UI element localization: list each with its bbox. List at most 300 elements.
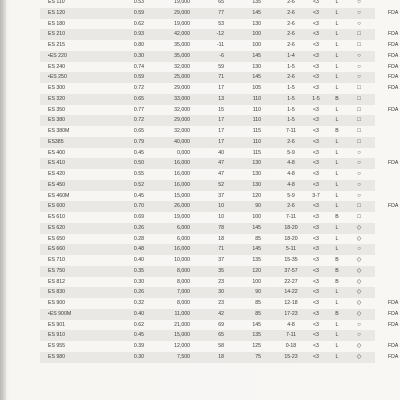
value-c-cell: 71 xyxy=(218,74,224,81)
value-c-cell: 47 xyxy=(218,160,224,167)
value-a-cell: 0.52 xyxy=(133,181,144,188)
value-b-cell: 0,000 xyxy=(177,149,190,156)
table-row xyxy=(40,298,399,309)
fda-cell: FDA xyxy=(388,310,399,317)
value-c-cell: 17 xyxy=(218,117,224,124)
value-d-cell: 110 xyxy=(252,117,261,124)
value-d-cell: 85 xyxy=(255,310,261,317)
value-d-cell: 85 xyxy=(255,235,261,242)
symbol-cell: ○ xyxy=(357,171,361,177)
value-b-cell: 8,000 xyxy=(177,300,190,306)
value-a-cell: 0.62 xyxy=(133,20,144,27)
grade-name-cell: ES 660 xyxy=(48,246,66,253)
grade-name-cell: ES 450 xyxy=(48,181,66,188)
code-g-cell: L xyxy=(335,224,339,231)
value-b-cell: 29,000 xyxy=(174,9,190,16)
symbol-cell: □ xyxy=(357,203,361,210)
grade-name-cell: ES385 xyxy=(48,138,64,145)
table-row xyxy=(40,19,375,30)
range-f-cell: <3 xyxy=(313,149,319,156)
code-g-cell: B xyxy=(335,214,339,220)
fda-cell: FDA xyxy=(388,353,399,360)
table-row xyxy=(40,51,399,62)
value-b-cell: 29,000 xyxy=(174,117,190,124)
value-b-cell: 29,000 xyxy=(174,85,190,91)
range-f-cell: <3 xyxy=(313,160,319,167)
table-row xyxy=(40,126,375,137)
value-a-cell: 0.35 xyxy=(133,267,144,274)
value-c-cell: 30 xyxy=(218,289,224,296)
value-a-cell: 0.55 xyxy=(133,171,144,177)
value-b-cell: 10,000 xyxy=(174,257,190,263)
range-e-cell: 2-6 xyxy=(287,9,295,16)
table-row xyxy=(40,40,399,51)
grade-name-cell: ES 901 xyxy=(48,321,66,328)
value-d-cell: 90 xyxy=(255,289,261,296)
value-b-cell: 26,000 xyxy=(174,203,190,210)
table-row xyxy=(40,72,399,83)
table-row xyxy=(40,277,375,288)
table-row xyxy=(40,83,399,94)
range-f-cell: <3 xyxy=(313,267,319,274)
value-d-cell: 125 xyxy=(252,343,261,349)
value-d-cell: 135 xyxy=(252,257,261,263)
table-row xyxy=(40,94,375,105)
value-b-cell: 32,000 xyxy=(174,128,190,134)
range-e-cell: 1-5 xyxy=(287,63,295,70)
range-e-cell: 7-11 xyxy=(286,128,296,134)
table-row xyxy=(40,244,375,255)
range-f-cell: <3 xyxy=(313,246,319,253)
value-b-cell: 16,000 xyxy=(174,181,190,188)
code-g-cell: L xyxy=(335,9,339,16)
code-g-cell: L xyxy=(335,85,339,91)
grade-name-cell: ES 710 xyxy=(48,257,66,263)
symbol-cell: ○ xyxy=(357,192,361,199)
range-e-cell: 2-6 xyxy=(287,74,295,81)
value-b-cell: 6,000 xyxy=(177,224,190,231)
table-row xyxy=(40,212,375,223)
grade-name-cell: ES 980 xyxy=(48,353,66,360)
value-c-cell: 65 xyxy=(218,0,224,5)
range-f-cell: <3 xyxy=(313,289,319,296)
range-f-cell: <3 xyxy=(313,235,319,242)
value-d-cell: 120 xyxy=(252,192,261,199)
table-row xyxy=(40,287,375,298)
grade-name-cell: ES 180 xyxy=(48,20,66,27)
value-a-cell: 0.45 xyxy=(133,192,144,199)
table-row xyxy=(40,169,375,180)
symbol-cell: ○ xyxy=(357,9,361,16)
grade-name-cell: ES 460M xyxy=(48,192,70,199)
value-d-cell: 145 xyxy=(252,246,261,253)
value-d-cell: 130 xyxy=(252,63,261,70)
grade-name-cell: ES 910 xyxy=(48,332,66,339)
grade-name-cell: ES 380 xyxy=(48,117,66,124)
value-d-cell: 135 xyxy=(252,332,261,339)
range-f-cell: <3 xyxy=(313,171,319,177)
value-c-cell: 35 xyxy=(218,267,224,274)
value-b-cell: 15,000 xyxy=(174,192,190,199)
value-c-cell: -11 xyxy=(216,42,224,48)
symbol-cell: ○ xyxy=(357,181,361,188)
page-spine-shadow xyxy=(0,0,6,400)
value-a-cell: 0.50 xyxy=(133,160,144,167)
symbol-cell: ◇ xyxy=(356,257,362,263)
table-row xyxy=(40,234,375,245)
grade-name-cell: ES 750 xyxy=(48,267,66,274)
table-row xyxy=(40,320,399,331)
value-a-cell: 0.74 xyxy=(133,63,144,70)
grade-name-cell: ES 830 xyxy=(48,289,66,296)
value-c-cell: 23 xyxy=(218,300,224,306)
range-f-cell: <3 xyxy=(313,203,319,210)
range-f-cell: <3 xyxy=(313,181,319,188)
range-e-cell: 5-11 xyxy=(286,246,296,253)
fda-cell: FDA xyxy=(388,31,399,38)
symbol-cell: □ xyxy=(357,128,361,134)
range-e-cell: 4-8 xyxy=(287,160,295,167)
fda-cell: FDA xyxy=(388,52,399,59)
range-e-cell: 14-22 xyxy=(284,289,298,296)
value-c-cell: 47 xyxy=(218,171,224,177)
value-d-cell: 135 xyxy=(252,0,261,5)
value-d-cell: 85 xyxy=(255,300,261,306)
code-g-cell: L xyxy=(335,52,339,59)
value-c-cell: 59 xyxy=(218,63,224,70)
value-a-cell: 0.70 xyxy=(133,203,144,210)
value-a-cell: 0.69 xyxy=(133,214,144,220)
code-g-cell: L xyxy=(335,192,339,199)
code-g-cell: L xyxy=(335,300,339,306)
code-g-cell: L xyxy=(335,149,339,156)
grade-name-cell: ES 240 xyxy=(48,63,66,70)
value-a-cell: 0.62 xyxy=(133,321,144,328)
range-f-cell: <3 xyxy=(313,42,319,48)
range-f-cell: <3 xyxy=(313,85,319,91)
value-b-cell: 21,000 xyxy=(174,321,190,328)
symbol-cell: ◇ xyxy=(356,224,362,231)
code-g-cell: L xyxy=(335,74,339,81)
value-c-cell: 40 xyxy=(218,149,224,156)
code-g-cell: L xyxy=(335,332,339,339)
value-c-cell: 65 xyxy=(218,332,224,339)
value-a-cell: 0.79 xyxy=(133,138,144,145)
code-g-cell: L xyxy=(335,138,339,145)
code-g-cell: L xyxy=(335,117,339,124)
value-a-cell: 0.80 xyxy=(133,42,144,48)
grade-name-cell: ES 380M xyxy=(48,128,70,134)
code-g-cell: L xyxy=(335,343,339,349)
fda-cell: FDA xyxy=(388,343,399,349)
value-c-cell: 18 xyxy=(218,353,224,360)
table-row xyxy=(40,148,375,159)
code-g-cell: L xyxy=(335,235,339,242)
code-g-cell: L xyxy=(335,289,339,296)
grade-name-cell: ES 650 xyxy=(48,235,66,242)
value-d-cell: 130 xyxy=(252,171,261,177)
range-f-cell: <3 xyxy=(313,332,319,339)
range-e-cell: 18-20 xyxy=(284,224,298,231)
value-a-cell: 0.40 xyxy=(133,257,144,263)
value-d-cell: 100 xyxy=(252,214,261,220)
symbol-cell: ○ xyxy=(357,160,361,167)
value-a-cell: 0.40 xyxy=(133,310,144,317)
grade-name-cell: ES 955 xyxy=(48,343,66,349)
grade-name-cell: ES 420 xyxy=(48,171,66,177)
value-a-cell: 0.59 xyxy=(133,9,144,16)
table-row xyxy=(40,309,399,320)
value-d-cell: 110 xyxy=(252,106,261,113)
value-b-cell: 32,000 xyxy=(174,106,190,113)
fda-cell: FDA xyxy=(388,42,399,48)
symbol-cell: ○ xyxy=(357,0,361,5)
range-e-cell: 4-8 xyxy=(287,171,295,177)
value-b-cell: 7,000 xyxy=(177,289,190,296)
value-d-cell: 100 xyxy=(252,278,261,285)
range-f-cell: <3 xyxy=(313,63,319,70)
value-c-cell: 17 xyxy=(218,138,224,145)
value-b-cell: 40,000 xyxy=(174,138,190,145)
value-a-cell: 0.72 xyxy=(133,85,144,91)
symbol-cell: □ xyxy=(357,117,361,124)
value-d-cell: 145 xyxy=(252,9,261,16)
symbol-cell: ◇ xyxy=(356,300,362,306)
table-row xyxy=(40,330,375,341)
value-a-cell: 0.26 xyxy=(133,224,144,231)
table-row xyxy=(40,341,399,352)
value-b-cell: 8,000 xyxy=(177,267,190,274)
value-c-cell: 18 xyxy=(218,235,224,242)
range-f-cell: <3 xyxy=(313,224,319,231)
code-g-cell: B xyxy=(335,267,339,274)
range-f-cell: <3 xyxy=(313,74,319,81)
fda-cell: FDA xyxy=(388,74,399,81)
value-a-cell: 0.65 xyxy=(133,128,144,134)
value-a-cell: 0.32 xyxy=(133,300,144,306)
value-d-cell: 110 xyxy=(252,95,261,102)
value-d-cell: 130 xyxy=(252,181,261,188)
range-e-cell: 1-5 xyxy=(287,106,295,113)
code-g-cell: L xyxy=(335,63,339,70)
range-f-cell: <3 xyxy=(313,9,319,16)
value-c-cell: 23 xyxy=(218,278,224,285)
grade-name-cell: ES 350 xyxy=(48,106,66,113)
range-f-cell: <3 xyxy=(313,117,319,124)
range-e-cell: 4-8 xyxy=(287,321,295,328)
symbol-cell: ◇ xyxy=(356,343,362,349)
code-g-cell: L xyxy=(335,0,339,5)
value-d-cell: 145 xyxy=(252,224,261,231)
symbol-cell: ○ xyxy=(357,52,361,59)
value-d-cell: 105 xyxy=(252,85,261,91)
table-row xyxy=(40,266,375,277)
range-e-cell: 18-20 xyxy=(284,235,298,242)
value-d-cell: 130 xyxy=(252,20,261,27)
range-f-cell: <3 xyxy=(313,278,319,285)
value-b-cell: 6,000 xyxy=(177,235,190,242)
code-g-cell: B xyxy=(335,278,339,285)
range-f-cell: <3 xyxy=(313,300,319,306)
fda-cell: FDA xyxy=(388,106,399,113)
symbol-cell: ○ xyxy=(357,63,361,70)
value-b-cell: 19,000 xyxy=(174,20,190,27)
value-b-cell: 16,000 xyxy=(174,160,190,167)
table-row xyxy=(40,352,399,363)
table-row xyxy=(40,8,399,19)
symbol-cell: ○ xyxy=(357,20,361,27)
table-row xyxy=(40,115,375,126)
value-a-cell: 0.53 xyxy=(133,0,144,5)
table-row xyxy=(40,201,399,212)
grade-name-cell: ES 120 xyxy=(48,9,66,16)
range-f-cell: <3 xyxy=(313,20,319,27)
symbol-cell: ○ xyxy=(357,149,361,156)
symbol-cell: □ xyxy=(357,214,361,220)
value-c-cell: 58 xyxy=(218,343,224,349)
table-row xyxy=(40,180,375,191)
code-g-cell: L xyxy=(335,20,339,27)
value-d-cell: 75 xyxy=(255,353,261,360)
value-c-cell: 52 xyxy=(218,181,224,188)
value-a-cell: 0.28 xyxy=(133,235,144,242)
value-b-cell: 11,000 xyxy=(174,310,190,317)
value-b-cell: 32,000 xyxy=(174,63,190,70)
range-e-cell: 2-6 xyxy=(287,20,295,27)
code-g-cell: L xyxy=(335,31,339,38)
grade-name-cell: ES 215 xyxy=(48,42,66,48)
value-b-cell: 19,000 xyxy=(174,0,190,5)
product-spec-table xyxy=(40,0,399,363)
code-g-cell: B xyxy=(335,310,339,317)
grade-name-cell: ES 620 xyxy=(48,224,66,231)
range-e-cell: 22-27 xyxy=(284,278,298,285)
table-row xyxy=(40,29,399,40)
range-e-cell: 37-57 xyxy=(284,267,298,274)
value-b-cell: 16,000 xyxy=(174,246,190,253)
range-f-cell: <3 xyxy=(313,52,319,59)
value-d-cell: 145 xyxy=(252,52,261,59)
code-g-cell: L xyxy=(335,181,339,188)
code-g-cell: L xyxy=(335,353,339,360)
table-row xyxy=(40,223,375,234)
range-f-cell: <3 xyxy=(313,310,319,317)
range-e-cell: 1-4 xyxy=(287,52,295,59)
grade-name-cell: •ES 250 xyxy=(48,74,67,81)
value-c-cell: 37 xyxy=(218,257,224,263)
value-b-cell: 16,000 xyxy=(174,171,190,177)
value-c-cell: 37 xyxy=(218,192,224,199)
range-f-cell: <3 xyxy=(313,343,319,349)
code-g-cell: L xyxy=(335,321,339,328)
value-d-cell: 145 xyxy=(252,321,261,328)
symbol-cell: ◇ xyxy=(356,267,362,274)
grade-name-cell: ES 900 xyxy=(48,300,66,306)
range-e-cell: 0-18 xyxy=(285,343,297,349)
value-d-cell: 145 xyxy=(252,74,261,81)
code-g-cell: L xyxy=(335,171,339,177)
value-c-cell: 78 xyxy=(218,224,224,231)
value-c-cell: 10 xyxy=(218,214,224,220)
value-d-cell: 115 xyxy=(252,149,261,156)
value-a-cell: 0.77 xyxy=(133,106,144,113)
range-f-cell: <3 xyxy=(313,138,319,145)
table-row xyxy=(40,191,375,202)
range-e-cell: 7-11 xyxy=(286,332,296,339)
value-b-cell: 25,000 xyxy=(174,74,190,81)
range-f-cell: <3 xyxy=(313,353,319,360)
value-c-cell: 71 xyxy=(218,246,224,253)
range-e-cell: 2-6 xyxy=(287,138,295,145)
value-c-cell: -6 xyxy=(219,52,224,59)
range-e-cell: 5-9 xyxy=(287,149,295,156)
range-e-cell: 15-23 xyxy=(284,353,298,360)
range-f-cell: <3 xyxy=(313,214,319,220)
range-f-cell: <3 xyxy=(313,106,319,113)
value-a-cell: 0.45 xyxy=(133,149,144,156)
range-e-cell: 2-6 xyxy=(287,42,295,48)
grade-name-cell: ES 410 xyxy=(48,160,66,167)
value-a-cell: 0.39 xyxy=(133,343,144,349)
value-a-cell: 0.45 xyxy=(133,332,144,339)
range-e-cell: 12-18 xyxy=(284,300,298,306)
value-c-cell: 15 xyxy=(218,106,224,113)
value-c-cell: 69 xyxy=(218,321,224,328)
symbol-cell: □ xyxy=(357,95,361,102)
symbol-cell: ○ xyxy=(357,321,361,328)
range-f-cell: <3 xyxy=(313,257,319,263)
symbol-cell: □ xyxy=(357,42,361,48)
range-e-cell: 1-5 xyxy=(287,95,295,102)
table-row xyxy=(40,137,375,148)
fda-cell: FDA xyxy=(388,300,399,306)
symbol-cell: ○ xyxy=(357,332,361,339)
value-a-cell: 0.93 xyxy=(133,31,144,38)
value-c-cell: 13 xyxy=(218,95,224,102)
fda-cell: FDA xyxy=(388,203,399,210)
value-a-cell: 0.59 xyxy=(133,74,144,81)
value-d-cell: 115 xyxy=(252,128,261,134)
range-e-cell: 1-5 xyxy=(287,117,295,124)
value-b-cell: 33,000 xyxy=(174,95,190,102)
value-c-cell: 53 xyxy=(218,20,224,27)
table-row xyxy=(40,105,399,116)
value-d-cell: 120 xyxy=(252,267,261,274)
value-b-cell: 7,500 xyxy=(177,353,190,360)
range-e-cell: 5-9 xyxy=(287,192,295,199)
grade-name-cell: ES 812 xyxy=(48,278,66,285)
value-c-cell: 17 xyxy=(218,128,224,134)
value-a-cell: 0.30 xyxy=(133,52,144,59)
value-a-cell: 0.65 xyxy=(133,95,144,102)
symbol-cell: □ xyxy=(357,138,361,145)
value-d-cell: 90 xyxy=(255,203,261,210)
grade-name-cell: ES 320 xyxy=(48,95,66,102)
grade-name-cell: ES 110 xyxy=(48,0,65,5)
symbol-cell: ○ xyxy=(357,74,361,81)
value-b-cell: 19,000 xyxy=(174,214,190,220)
range-e-cell: 2-6 xyxy=(287,31,295,38)
range-f-cell: <3 xyxy=(313,128,319,134)
value-b-cell: 35,000 xyxy=(174,42,190,48)
range-f-cell: <3 xyxy=(313,321,319,328)
grade-name-cell: ES 300 xyxy=(48,85,66,91)
value-b-cell: 42,000 xyxy=(174,31,190,38)
symbol-cell: □ xyxy=(357,85,361,91)
value-b-cell: 12,000 xyxy=(174,343,190,349)
range-e-cell: 2-6 xyxy=(287,203,295,210)
code-g-cell: L xyxy=(335,106,339,113)
